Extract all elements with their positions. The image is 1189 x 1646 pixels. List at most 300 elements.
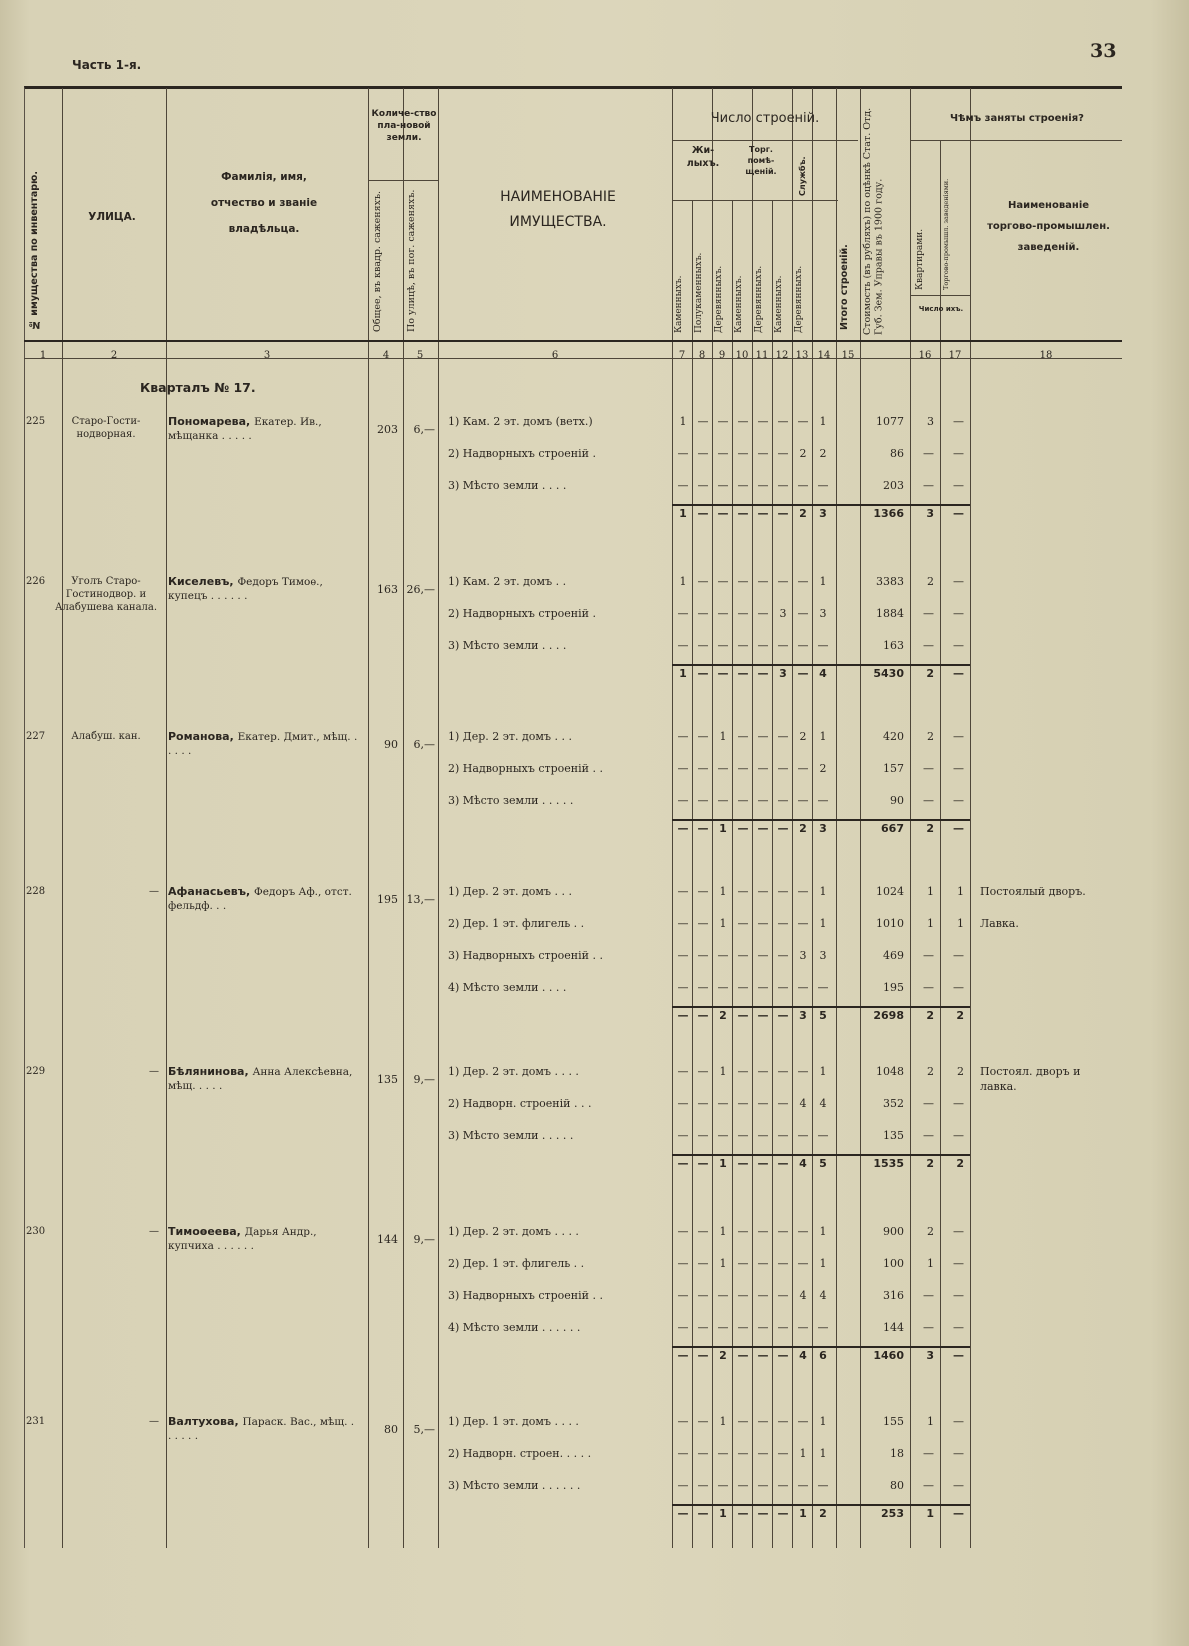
building-count: —	[817, 1321, 829, 1334]
subtotal-trade: —	[953, 667, 964, 680]
subtotal-building-count: —	[777, 822, 789, 835]
building-count: —	[797, 917, 809, 930]
building-count: —	[757, 1129, 769, 1142]
street-name: —	[149, 1226, 159, 1237]
subtotal-building-count: —	[757, 667, 769, 680]
apartments-count: 1	[927, 885, 934, 898]
property-value: 203	[883, 479, 904, 492]
building-count: —	[677, 949, 689, 962]
building-count: —	[717, 415, 729, 428]
building-count: —	[797, 639, 809, 652]
property-value: 195	[883, 981, 904, 994]
inventory-number: 231	[26, 1416, 46, 1427]
building-count: —	[777, 1479, 789, 1492]
building-count: —	[757, 917, 769, 930]
building-count: —	[817, 794, 829, 807]
subtotal-building-count: —	[757, 822, 769, 835]
building-count: —	[697, 415, 709, 428]
column-rule	[860, 88, 861, 1548]
header-subtype: Каменныхъ.	[674, 275, 684, 333]
building-count: —	[757, 479, 769, 492]
trade-count: —	[953, 1479, 964, 1492]
apartments-count: 1	[927, 917, 934, 930]
buildings-sub-rule	[672, 200, 838, 201]
apartments-count: —	[923, 479, 934, 492]
header-total-buildings: Итого строеній.	[839, 244, 850, 330]
subtotal-building-count: —	[777, 1009, 789, 1022]
subtotal-building-count: 3	[799, 1009, 807, 1022]
building-count: —	[757, 949, 769, 962]
trade-count: —	[953, 794, 964, 807]
building-count: 1	[719, 730, 727, 743]
subtotal-value: 1535	[873, 1157, 904, 1170]
subtotal-value: 1366	[873, 507, 904, 520]
column-number: 3	[263, 350, 271, 361]
property-item: 3) Мѣсто земли . . . . .	[448, 794, 574, 807]
owner-name	[168, 575, 360, 603]
subtotal-building-count: 4	[799, 1349, 807, 1362]
building-count: 1	[819, 917, 827, 930]
subtotal-rule	[672, 1346, 970, 1348]
street-frontage: 9,—	[413, 1073, 435, 1086]
header-property-line2: ИМУЩЕСТВА.	[509, 214, 607, 231]
subtotal-building-count: —	[697, 667, 709, 680]
property-value: 80	[890, 1479, 904, 1492]
subtotal-building-count: —	[777, 507, 789, 520]
apartments-count: 2	[927, 1225, 934, 1238]
column-rule	[970, 88, 971, 1548]
building-count: —	[757, 1065, 769, 1078]
building-count: —	[717, 981, 729, 994]
building-count: —	[677, 447, 689, 460]
property-value: 135	[883, 1129, 904, 1142]
building-count: —	[757, 981, 769, 994]
trade-establishment-name: Лавка.	[980, 917, 1019, 930]
building-count: —	[757, 607, 769, 620]
property-item: 3) Надворныхъ строеній . .	[448, 949, 603, 962]
subtotal-building-count: 3	[779, 667, 787, 680]
header-subtype: Деревянныхъ.	[794, 265, 804, 333]
subtotal-rule	[672, 819, 970, 821]
property-value: 100	[883, 1257, 904, 1270]
property-item: 3) Мѣсто земли . . . . . .	[448, 1479, 581, 1492]
building-count: 1	[719, 1257, 727, 1270]
header-subtype: Деревянныхъ.	[754, 265, 764, 333]
building-count: —	[717, 1289, 729, 1302]
property-value: 1884	[876, 607, 904, 620]
trade-establishment-name: Постоял. дворъ и лавка.	[980, 1065, 1081, 1093]
building-count: 1	[719, 1225, 727, 1238]
header-trade-name-line1: Наименованіе	[1007, 200, 1090, 211]
header-subtype: Каменныхъ.	[774, 275, 784, 333]
building-count: —	[777, 794, 789, 807]
subtotal-rule	[672, 1006, 970, 1008]
subtotal-apartments: 2	[926, 1009, 934, 1022]
subtotal-building-count: —	[757, 1349, 769, 1362]
building-count: —	[757, 1289, 769, 1302]
property-item: 3) Надворныхъ строеній . .	[448, 1289, 603, 1302]
building-count: 1	[819, 1415, 827, 1428]
building-count: —	[777, 1129, 789, 1142]
building-count: —	[717, 794, 729, 807]
subtotal-building-count: —	[677, 1507, 689, 1520]
property-item: 2) Дер. 1 эт. флигель . .	[448, 1257, 585, 1270]
land-area: 203	[377, 423, 398, 436]
building-count: —	[677, 1415, 689, 1428]
subtotal-building-count: 4	[819, 667, 827, 680]
building-count: 1	[719, 917, 727, 930]
owner-surname: Валтухова,	[168, 1415, 243, 1428]
column-number: 6	[551, 350, 559, 361]
building-count: —	[677, 1321, 689, 1334]
building-count: —	[697, 479, 709, 492]
apartments-count: —	[923, 1129, 934, 1142]
property-item: 4) Мѣсто земли . . . .	[448, 981, 567, 994]
building-count: —	[777, 1289, 789, 1302]
owner-surname: Пономарева,	[168, 415, 255, 428]
property-item: 3) Мѣсто земли . . . . .	[448, 1129, 574, 1142]
building-count: —	[777, 1415, 789, 1428]
trade-count: —	[953, 575, 964, 588]
apartments-count: —	[923, 981, 934, 994]
building-count: —	[737, 1129, 749, 1142]
column-rule	[62, 88, 63, 1548]
building-count: —	[697, 981, 709, 994]
property-value: 157	[883, 762, 904, 775]
subtotal-trade: —	[953, 1507, 964, 1520]
property-item: 1) Дер. 2 эт. домъ . . . .	[448, 1225, 579, 1238]
building-count: —	[757, 1321, 769, 1334]
building-count: —	[697, 1129, 709, 1142]
owner-details: Екатер. Дмит., мѣщ. . . . . .	[168, 731, 358, 757]
building-count: —	[737, 415, 749, 428]
building-count: 2	[819, 762, 827, 775]
building-count: —	[797, 885, 809, 898]
building-count: —	[677, 1129, 689, 1142]
trade-count: —	[953, 981, 964, 994]
building-count: —	[697, 1415, 709, 1428]
building-count: —	[737, 639, 749, 652]
header-area-total: Общее, въ квадр. саженяхъ.	[372, 190, 383, 332]
subtotal-building-count: —	[797, 667, 809, 680]
building-count: —	[737, 575, 749, 588]
building-count: —	[737, 1065, 749, 1078]
building-count: —	[757, 639, 769, 652]
building-count: —	[777, 1447, 789, 1460]
subtotal-value: 5430	[873, 667, 904, 680]
buildings-group-rule	[672, 140, 858, 141]
building-count: —	[697, 917, 709, 930]
subtotal-building-count: 2	[799, 507, 807, 520]
trade-count: —	[953, 1225, 964, 1238]
subtotal-building-count: —	[737, 1157, 749, 1170]
apartments-count: 2	[927, 730, 934, 743]
building-count: —	[777, 575, 789, 588]
column-number: 7	[678, 350, 686, 361]
subtotal-building-count: —	[677, 1009, 689, 1022]
subtotal-trade: 2	[956, 1157, 964, 1170]
land-area: 90	[384, 738, 398, 751]
subtotal-value: 2698	[873, 1009, 904, 1022]
building-count: —	[797, 1129, 809, 1142]
building-count: —	[797, 607, 809, 620]
property-value: 316	[883, 1289, 904, 1302]
building-count: —	[677, 981, 689, 994]
subtotal-rule	[672, 1154, 970, 1156]
street-frontage: 9,—	[413, 1233, 435, 1246]
building-count: —	[777, 639, 789, 652]
subtotal-apartments: 2	[926, 822, 934, 835]
building-count: —	[697, 1225, 709, 1238]
subtotal-building-count: 3	[819, 507, 827, 520]
building-count: —	[697, 1321, 709, 1334]
subtotal-building-count: —	[777, 1157, 789, 1170]
subtotal-value: 667	[881, 822, 904, 835]
building-count: —	[757, 1225, 769, 1238]
building-count: —	[717, 1129, 729, 1142]
street-name: Уголъ Старо-Гостинодвор. и Алабушева канала.	[54, 576, 158, 613]
column-number: 4	[382, 350, 390, 361]
building-count: —	[737, 1097, 749, 1110]
building-count: —	[757, 794, 769, 807]
owner-details: Федоръ Тимоѳ., купецъ . . . . . .	[168, 576, 323, 602]
trade-count: —	[953, 639, 964, 652]
subtotal-building-count: 1	[679, 667, 687, 680]
subtotal-building-count: 1	[719, 1157, 727, 1170]
building-count: —	[677, 885, 689, 898]
building-count: —	[737, 1479, 749, 1492]
apartments-count: 1	[927, 1415, 934, 1428]
building-count: —	[777, 1097, 789, 1110]
building-count: 2	[819, 447, 827, 460]
building-count: 1	[819, 1447, 827, 1460]
trade-count: —	[953, 762, 964, 775]
building-count: —	[757, 1097, 769, 1110]
building-count: 3	[819, 949, 827, 962]
building-count: 1	[719, 1065, 727, 1078]
building-count: —	[797, 1257, 809, 1270]
page-number: 33	[1090, 40, 1117, 62]
building-count: —	[737, 1289, 749, 1302]
building-count: —	[757, 575, 769, 588]
property-item: 3) Мѣсто земли . . . .	[448, 479, 567, 492]
property-value: 90	[890, 794, 904, 807]
subtotal-rule	[672, 504, 970, 506]
building-count: 3	[799, 949, 807, 962]
building-count: —	[697, 1479, 709, 1492]
building-count: —	[817, 1129, 829, 1142]
subtotal-building-count: 2	[799, 822, 807, 835]
subtotal-building-count: —	[777, 1349, 789, 1362]
column-number: 12	[775, 350, 789, 361]
inventory-number: 230	[26, 1226, 46, 1237]
building-count: 4	[819, 1097, 827, 1110]
property-value: 163	[883, 639, 904, 652]
subtotal-building-count: —	[697, 1349, 709, 1362]
subtotal-building-count: —	[677, 1349, 689, 1362]
header-property	[444, 185, 672, 235]
trade-count: —	[953, 1097, 964, 1110]
building-count: 4	[819, 1289, 827, 1302]
property-value: 1024	[876, 885, 904, 898]
subtotal-building-count: —	[697, 1009, 709, 1022]
subtotal-building-count: 3	[819, 822, 827, 835]
building-count: 3	[819, 607, 827, 620]
building-count: —	[777, 949, 789, 962]
apartments-count: —	[923, 1321, 934, 1334]
trade-count: —	[953, 1447, 964, 1460]
building-count: —	[797, 1065, 809, 1078]
building-count: —	[697, 949, 709, 962]
street-frontage: 13,—	[406, 893, 435, 906]
building-count: —	[797, 479, 809, 492]
street-name: Старо-Гости-нодворная.	[71, 416, 141, 440]
owner-name	[168, 1415, 360, 1443]
building-count: —	[697, 1257, 709, 1270]
street-frontage: 6,—	[413, 423, 435, 436]
building-count: —	[797, 1225, 809, 1238]
land-area: 195	[377, 893, 398, 906]
header-count: Число ихъ.	[918, 305, 964, 313]
subtotal-rule	[672, 1504, 970, 1506]
building-count: —	[757, 415, 769, 428]
property-value: 86	[890, 447, 904, 460]
building-count: 1	[799, 1447, 807, 1460]
part-label: Часть 1-я.	[72, 58, 142, 72]
count-rule	[910, 295, 970, 296]
property-value: 1010	[876, 917, 904, 930]
building-count: —	[797, 1479, 809, 1492]
building-count: 4	[799, 1289, 807, 1302]
owner-details: Анна Алексѣевна, мѣщ. . . . .	[168, 1066, 353, 1092]
trade-count: —	[953, 607, 964, 620]
owner-surname: Романова,	[168, 730, 238, 743]
header-trade-name	[975, 195, 1122, 258]
building-count: —	[677, 639, 689, 652]
owner-details: Параск. Вас., мѣщ. . . . . . .	[168, 1416, 355, 1442]
building-count: —	[677, 730, 689, 743]
header-owner-line2: отчество и званіе	[210, 197, 318, 210]
trade-establishment-name: Постоялый дворъ.	[980, 885, 1086, 898]
subtotal-building-count: —	[757, 1507, 769, 1520]
property-item: 3) Мѣсто земли . . . .	[448, 639, 567, 652]
owner-name	[168, 885, 360, 913]
building-count: —	[697, 575, 709, 588]
trade-count: —	[953, 949, 964, 962]
property-item: 1) Дер. 1 эт. домъ . . . .	[448, 1415, 579, 1428]
building-count: —	[717, 607, 729, 620]
property-item: 1) Дер. 2 эт. домъ . . .	[448, 885, 572, 898]
apartments-count: 2	[927, 575, 934, 588]
subtotal-building-count: —	[737, 822, 749, 835]
subtotal-building-count: 4	[799, 1157, 807, 1170]
building-count: 1	[819, 1225, 827, 1238]
subtotal-building-count: —	[677, 1157, 689, 1170]
building-count: 1	[719, 1415, 727, 1428]
building-count: —	[737, 762, 749, 775]
property-value: 18	[890, 1447, 904, 1460]
building-count: 1	[819, 575, 827, 588]
building-count: —	[677, 1097, 689, 1110]
header-owner-line1: Фамилія, имя,	[221, 171, 307, 183]
header-subtype: Полукаменныхъ.	[694, 252, 704, 333]
property-item: 2) Дер. 1 эт. флигель . .	[448, 917, 585, 930]
building-count: —	[737, 447, 749, 460]
column-number: 14	[817, 350, 831, 361]
column-rule	[752, 88, 753, 1548]
subtotal-rule	[672, 664, 970, 666]
building-count: —	[757, 1447, 769, 1460]
building-count: —	[777, 885, 789, 898]
owner-details: Екатер. Ив., мѣщанка . . . . .	[168, 416, 322, 442]
building-count: —	[697, 607, 709, 620]
land-area: 163	[377, 583, 398, 596]
building-count: —	[777, 1257, 789, 1270]
building-count: —	[677, 1289, 689, 1302]
subtotal-building-count: 1	[719, 1507, 727, 1520]
subtotal-building-count: 6	[819, 1349, 827, 1362]
header-subtype: Каменныхъ.	[734, 275, 744, 333]
building-count: 1	[819, 885, 827, 898]
building-count: —	[717, 1479, 729, 1492]
building-count: —	[757, 1479, 769, 1492]
building-count: 1	[719, 885, 727, 898]
subtotal-apartments: 1	[926, 1507, 934, 1520]
owner-surname: Афанасьевъ,	[168, 885, 255, 898]
owner-surname: Тимоѳеева,	[168, 1225, 245, 1238]
building-count: —	[737, 1447, 749, 1460]
land-area: 135	[377, 1073, 398, 1086]
building-count: —	[817, 981, 829, 994]
apartments-count: —	[923, 607, 934, 620]
subtotal-building-count: 1	[719, 822, 727, 835]
building-count: —	[697, 762, 709, 775]
building-count: —	[777, 447, 789, 460]
header-inventory-no: № имущества по инвентарю.	[29, 171, 40, 330]
subtotal-building-count: —	[697, 1507, 709, 1520]
building-count: —	[717, 1097, 729, 1110]
street-name: —	[149, 1416, 159, 1427]
subtotal-building-count: —	[737, 667, 749, 680]
property-value: 900	[883, 1225, 904, 1238]
land-area: 80	[384, 1423, 398, 1436]
building-count: —	[797, 1321, 809, 1334]
quarter-title: Кварталъ № 17.	[140, 380, 256, 395]
trade-count: —	[953, 479, 964, 492]
subtotal-building-count: —	[697, 1157, 709, 1170]
trade-count: 2	[957, 1065, 964, 1078]
building-count: —	[677, 607, 689, 620]
property-item: 1) Дер. 2 эт. домъ . . . .	[448, 1065, 579, 1078]
property-value: 1077	[876, 415, 904, 428]
building-count: —	[717, 639, 729, 652]
apartments-count: —	[923, 1447, 934, 1460]
building-count: —	[757, 1257, 769, 1270]
building-count: 4	[799, 1097, 807, 1110]
subtotal-trade: 2	[956, 1009, 964, 1022]
building-count: —	[737, 1257, 749, 1270]
property-value: 1048	[876, 1065, 904, 1078]
subtotal-building-count: 1	[799, 1507, 807, 1520]
building-count: —	[677, 794, 689, 807]
owner-name	[168, 1065, 360, 1093]
property-item: 1) Кам. 2 эт. домъ (ветх.)	[448, 415, 593, 428]
inventory-number: 226	[26, 576, 46, 587]
property-item: 1) Кам. 2 эт. домъ . .	[448, 575, 567, 588]
building-count: 1	[679, 415, 687, 428]
header-owner	[166, 170, 362, 237]
building-count: —	[717, 1321, 729, 1334]
